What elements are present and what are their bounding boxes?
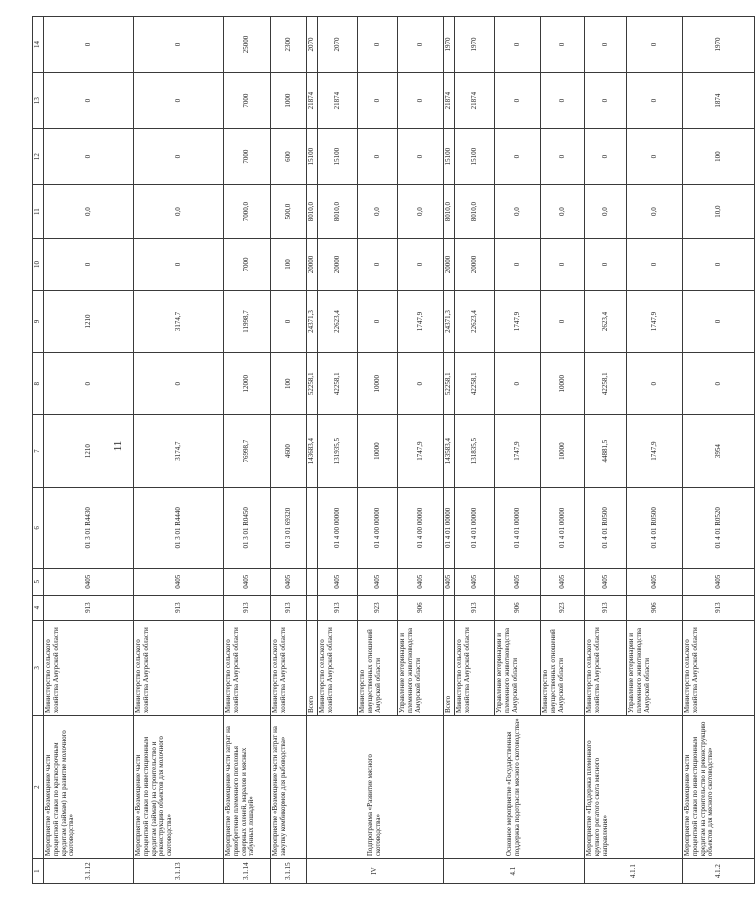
year-value: 8010,0	[444, 185, 455, 239]
executor: Всего	[444, 620, 455, 715]
table-row	[444, 17, 455, 884]
year-value: 1970	[455, 17, 495, 73]
year-value: 0	[44, 17, 134, 73]
executor: Управление ветеринарии и племенного животноводства Амурской области	[495, 620, 541, 715]
year-value: 0	[683, 239, 755, 291]
year-value: 0	[271, 290, 307, 352]
event-name: Мероприятие «Возмещение части процентной ставки по краткосрочным кредитам (займам) на развитие молочного скотоводства»	[44, 716, 134, 859]
grbs-code: 913	[585, 595, 627, 620]
grbs-code	[444, 595, 455, 620]
target-article: 01 3 01 R4440	[134, 487, 224, 568]
row-number: IV	[307, 859, 444, 884]
year-value: 0,0	[541, 185, 585, 239]
year-value: 0	[134, 129, 224, 185]
year-value: 0	[398, 353, 444, 415]
section-code: 0405	[683, 568, 755, 595]
year-value: 20000	[307, 239, 318, 291]
row-number: 4.1.1	[585, 859, 683, 884]
target-article: 01 4 01 00000	[495, 487, 541, 568]
year-value: 0	[398, 129, 444, 185]
target-article: 01 4 01 00000	[455, 487, 495, 568]
year-value: 1210	[44, 290, 134, 352]
year-value: 42258,1	[585, 353, 627, 415]
year-value: 0	[134, 353, 224, 415]
year-value: 25000	[224, 17, 271, 73]
year-value: 0	[398, 73, 444, 129]
year-value: 0	[495, 353, 541, 415]
year-value: 0	[585, 239, 627, 291]
year-value: 20000	[318, 239, 358, 291]
header-cell: 12	[33, 129, 44, 185]
year-value: 0	[358, 73, 398, 129]
year-value: 0	[495, 239, 541, 291]
year-value: 0,0	[44, 185, 134, 239]
executor: Министерство сельского хозяйства Амурской области	[271, 620, 307, 715]
table-row	[134, 17, 224, 884]
section-code: 0405	[224, 568, 271, 595]
year-value: 1970	[444, 17, 455, 73]
total-value: 131835,5	[455, 415, 495, 488]
year-value: 0	[541, 290, 585, 352]
target-article: 01 3 01 R4430	[44, 487, 134, 568]
section-code: 0405	[398, 568, 444, 595]
target-article: 01 4 00 00000	[318, 487, 358, 568]
total-value: 44881,5	[585, 415, 627, 488]
section-code: 0405	[627, 568, 683, 595]
header-cell: 13	[33, 73, 44, 129]
year-value: 0	[541, 17, 585, 73]
target-article: 01 4 00 00000	[358, 487, 398, 568]
year-value: 0,0	[585, 185, 627, 239]
year-value: 42258,1	[318, 353, 358, 415]
table-row	[307, 17, 318, 884]
year-value: 21874	[444, 73, 455, 129]
year-value: 100	[683, 129, 755, 185]
total-value: 143583,4	[444, 415, 455, 488]
total-value: 10000	[541, 415, 585, 488]
year-value: 0	[134, 239, 224, 291]
year-value: 20000	[455, 239, 495, 291]
total-value: 3954	[683, 415, 755, 488]
year-value: 0	[358, 17, 398, 73]
year-value: 0	[627, 239, 683, 291]
executor: Управление ветеринарии и племенного животноводства Амурской области	[627, 620, 683, 715]
total-value: 10000	[358, 415, 398, 488]
year-value: 0	[683, 290, 755, 352]
year-value: 0	[585, 17, 627, 73]
year-value: 0	[44, 239, 134, 291]
year-value: 12000	[224, 353, 271, 415]
rotated-table-wrapper	[32, 16, 722, 884]
section-code: 0405	[585, 568, 627, 595]
target-article: 01 4 01 R0520	[683, 487, 755, 568]
section-code: 0405	[318, 568, 358, 595]
table-row	[224, 17, 271, 884]
year-value: 0	[627, 129, 683, 185]
target-article	[307, 487, 318, 568]
event-name: Мероприятие «Поддержка племенного крупного рогатого скота мясного направления»	[585, 716, 683, 859]
year-value: 15100	[318, 129, 358, 185]
grbs-code: 906	[495, 595, 541, 620]
year-value: 52258,1	[444, 353, 455, 415]
year-value: 7000	[224, 129, 271, 185]
year-value: 600	[271, 129, 307, 185]
year-value: 0	[358, 290, 398, 352]
target-article: 01 4 01 R0500	[627, 487, 683, 568]
year-value: 7000	[224, 239, 271, 291]
row-number: 3.1.15	[271, 859, 307, 884]
year-value: 0	[398, 17, 444, 73]
target-article: 01 4 01 00000	[444, 487, 455, 568]
year-value: 2070	[307, 17, 318, 73]
header-cell: 11	[33, 185, 44, 239]
grbs-code: 906	[627, 595, 683, 620]
row-number: 3.1.14	[224, 859, 271, 884]
year-value: 1747,9	[495, 290, 541, 352]
year-value: 15100	[307, 129, 318, 185]
year-value: 100	[271, 353, 307, 415]
table-row	[585, 17, 627, 884]
year-value: 100	[271, 239, 307, 291]
year-value: 11998,7	[224, 290, 271, 352]
year-value: 1747,9	[627, 290, 683, 352]
year-value: 22623,4	[318, 290, 358, 352]
year-value: 0,0	[134, 185, 224, 239]
event-name: Мероприятие «Возмещение части процентной ставки по инвестиционным кредитам (займам) на строительство и реконструкцию объектов для молочного скотоводства»	[134, 716, 224, 859]
year-value: 1747,9	[398, 290, 444, 352]
header-cell: 5	[33, 568, 44, 595]
year-value: 500,0	[271, 185, 307, 239]
year-value: 0	[44, 353, 134, 415]
event-name: Мероприятие «Возмещение части процентной ставки по инвестиционным кредитам на строительство и реконструкцию объектов для мясного скотоводства»	[683, 716, 755, 859]
section-code: 0405	[541, 568, 585, 595]
executor: Министерство сельского хозяйства Амурской области	[455, 620, 495, 715]
total-value: 1747,9	[398, 415, 444, 488]
year-value: 0	[627, 353, 683, 415]
year-value: 21874	[318, 73, 358, 129]
table-row	[271, 17, 307, 884]
row-number: 3.1.13	[134, 859, 224, 884]
subprogram-name: Подпрограмма «Развитие мясного скотоводства»	[307, 716, 444, 859]
header-cell: 14	[33, 17, 44, 73]
event-name: Мероприятие «Возмещение части затрат на приобретение племенного поголовья северных оленей, маралов и мясных табунных лошадей»	[224, 716, 271, 859]
grbs-code: 906	[398, 595, 444, 620]
year-value: 10000	[541, 353, 585, 415]
total-value: 143683,4	[307, 415, 318, 488]
year-value: 0,0	[398, 185, 444, 239]
executor: Министерство имущественных отношений Амурской области	[358, 620, 398, 715]
year-value: 22623,4	[455, 290, 495, 352]
year-value: 52258,1	[307, 353, 318, 415]
year-value: 1874	[683, 73, 755, 129]
header-cell: 4	[33, 595, 44, 620]
target-article: 01 4 01 R0500	[585, 487, 627, 568]
executor: Министерство сельского хозяйства Амурской области	[318, 620, 358, 715]
executor: Министерство сельского хозяйства Амурской области	[224, 620, 271, 715]
total-value: 1210	[44, 415, 134, 488]
year-value: 20000	[444, 239, 455, 291]
year-value: 0	[398, 239, 444, 291]
year-value: 0	[358, 239, 398, 291]
year-value: 42258,1	[455, 353, 495, 415]
year-value: 10,0	[683, 185, 755, 239]
row-number: 3.1.12	[44, 859, 134, 884]
section-code: 0405	[271, 568, 307, 595]
year-value: 0	[541, 239, 585, 291]
section-code: 0405	[358, 568, 398, 595]
year-value: 2070	[318, 17, 358, 73]
year-value: 15100	[444, 129, 455, 185]
total-value: 4600	[271, 415, 307, 488]
grbs-code: 913	[271, 595, 307, 620]
header-cell: 8	[33, 353, 44, 415]
column-number-row	[33, 17, 44, 884]
section-code: 0405	[134, 568, 224, 595]
year-value: 0	[358, 129, 398, 185]
section-code: 0405	[455, 568, 495, 595]
year-value: 8010,0	[318, 185, 358, 239]
year-value: 21874	[455, 73, 495, 129]
year-value: 7000	[224, 73, 271, 129]
year-value: 2300	[271, 17, 307, 73]
year-value: 0	[44, 129, 134, 185]
section-code: 0405	[44, 568, 134, 595]
executor: Министерство сельского хозяйства Амурской области	[683, 620, 755, 715]
header-cell: 10	[33, 239, 44, 291]
year-value: 0	[134, 17, 224, 73]
event-name: Основное мероприятие «Государственная поддержка подотрасли мясного скотоводства»	[444, 716, 585, 859]
year-value: 0	[585, 73, 627, 129]
total-value: 1747,9	[495, 415, 541, 488]
grbs-code: 923	[541, 595, 585, 620]
grbs-code: 913	[134, 595, 224, 620]
section-code: 0405	[444, 568, 455, 595]
header-cell: 1	[33, 859, 44, 884]
header-cell: 2	[33, 716, 44, 859]
year-value: 3174,7	[134, 290, 224, 352]
year-value: 0	[495, 129, 541, 185]
header-cell: 9	[33, 290, 44, 352]
year-value: 0,0	[495, 185, 541, 239]
year-value: 10000	[358, 353, 398, 415]
executor: Управление ветеринарии и племенного животноводства Амурской области	[398, 620, 444, 715]
target-article: 01 3 01 R0450	[224, 487, 271, 568]
grbs-code: 923	[358, 595, 398, 620]
year-value: 0	[495, 17, 541, 73]
budget-table	[32, 16, 755, 884]
year-value: 2623,4	[585, 290, 627, 352]
year-value: 0	[627, 73, 683, 129]
year-value: 8010,0	[307, 185, 318, 239]
executor: Всего	[307, 620, 318, 715]
year-value: 0	[683, 353, 755, 415]
grbs-code: 913	[683, 595, 755, 620]
executor: Министерство сельского хозяйства Амурской области	[585, 620, 627, 715]
year-value: 24371,3	[307, 290, 318, 352]
grbs-code	[307, 595, 318, 620]
executor: Министерство имущественных отношений Амурской области	[541, 620, 585, 715]
grbs-code: 913	[44, 595, 134, 620]
header-cell: 7	[33, 415, 44, 488]
target-article: 01 3 01 69320	[271, 487, 307, 568]
grbs-code: 913	[455, 595, 495, 620]
executor: Министерство сельского хозяйства Амурской области	[134, 620, 224, 715]
executor: Министерство сельского хозяйства Амурской области	[44, 620, 134, 715]
total-value: 3174,7	[134, 415, 224, 488]
total-value: 76998,7	[224, 415, 271, 488]
event-name: Мероприятие «Возмещение части затрат на закупку комбикормов для рыбоводства»	[271, 716, 307, 859]
target-article: 01 4 01 00000	[541, 487, 585, 568]
total-value: 1747,9	[627, 415, 683, 488]
year-value: 0	[495, 73, 541, 129]
table-row	[44, 17, 134, 884]
year-value: 24371,3	[444, 290, 455, 352]
table-row	[683, 17, 755, 884]
year-value: 8010,0	[455, 185, 495, 239]
section-code: 0405	[495, 568, 541, 595]
page-number: 11	[112, 440, 124, 452]
row-number: 4.1.2	[683, 859, 755, 884]
year-value: 1000	[271, 73, 307, 129]
section-code	[307, 568, 318, 595]
grbs-code: 913	[224, 595, 271, 620]
year-value: 0	[541, 73, 585, 129]
year-value: 0	[134, 73, 224, 129]
year-value: 7000,0	[224, 185, 271, 239]
year-value: 0,0	[358, 185, 398, 239]
total-value: 131935,5	[318, 415, 358, 488]
grbs-code: 913	[318, 595, 358, 620]
year-value: 0	[627, 17, 683, 73]
header-cell: 3	[33, 620, 44, 715]
target-article: 01 4 00 00000	[398, 487, 444, 568]
year-value: 0	[541, 129, 585, 185]
year-value: 0	[44, 73, 134, 129]
year-value: 21874	[307, 73, 318, 129]
year-value: 0,0	[627, 185, 683, 239]
year-value: 1970	[683, 17, 755, 73]
year-value: 15100	[455, 129, 495, 185]
row-number: 4.1	[444, 859, 585, 884]
year-value: 0	[585, 129, 627, 185]
header-cell: 6	[33, 487, 44, 568]
